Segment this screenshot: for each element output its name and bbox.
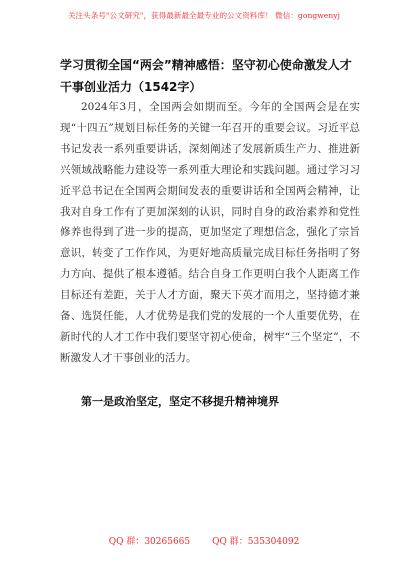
footer-contacts <box>0 534 408 547</box>
section-heading: 第一是政治坚定，坚定不移提升精神境界 <box>81 395 279 408</box>
body-paragraph: 2024年3月，全国两会如期而至。今年的全国两会是在实现“十四五”规划目标任务的关键一年召开的重要会议。习近平总书记发表一系列重要讲话，深刻阐述了发展新质生产力、推进新兴领域战略能力建设等一系列重大理论和实践问题。通过学习习近平总书记在全国两会期间发表的重要讲话和全国两会精神，让我对自身工作有了更加深刻的认识，同时自身的政治素养和党性修养也得到了进一步的提高，更加坚定了理想信念，强化了宗旨意识，转变了工作作风，为更好地高质量完成目标任务指明了努力方向、提供了根本遵循。结合自身工作更明白我个人距离工作目标还有差距，关于人才方面，聚天下英才而用之，坚持德才兼备、选贤任能，人才优势是我们党的发展的一个人重要优势，在新时代的人才工作中我们要坚守初心使命，树牢“三个坚定”，不断激发人才干事创业的活力。 <box>60 101 360 364</box>
footer-qq-group-2: QQ 群：535304092 <box>212 537 300 547</box>
header-banner: 关注头条号"公文研究"，获得最新最全最专业的公文资料库！ 微信：gongwenyj <box>67 11 341 20</box>
footer-qq-group-1: QQ 群：30265665 <box>108 537 191 547</box>
document-title: 学习贯彻全国“两会”精神感悟：坚守初心使命激发人才干事创业活力（1542字） <box>60 58 352 94</box>
